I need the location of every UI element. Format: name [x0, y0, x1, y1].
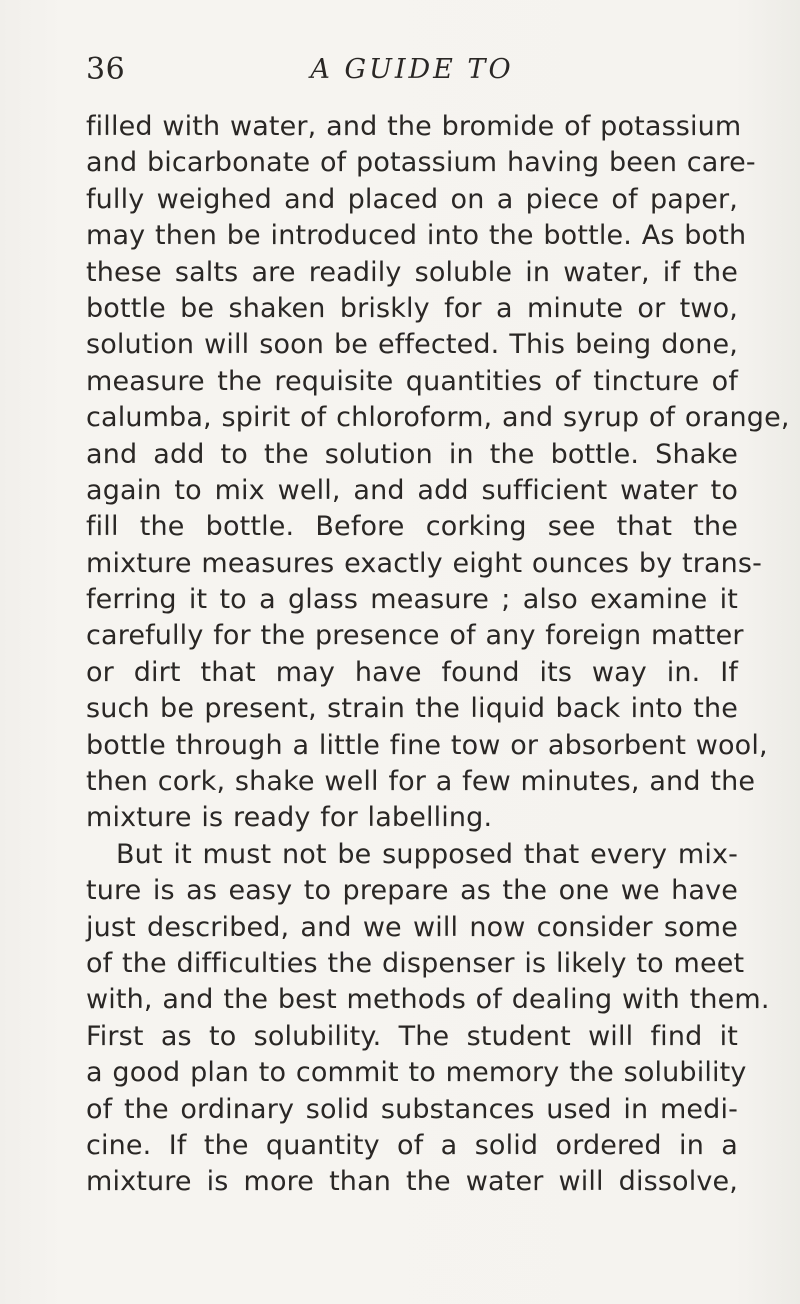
text-line: carefully for the presence of any foreign matter	[86, 620, 744, 652]
running-title: A GUIDE TO	[310, 54, 514, 85]
text-line: of the difficulties the dispenser is likely to meet	[86, 947, 745, 979]
text-line: bottle be shaken briskly for a minute or two,	[86, 292, 738, 324]
text-line: of the ordinary solid substances used in medi-	[86, 1093, 738, 1125]
text-line: with, and the best methods of dealing with them.	[86, 984, 770, 1016]
text-line: solution will soon be effected. This being done,	[86, 329, 738, 361]
text-line: may then be introduced into the bottle. As both	[86, 220, 747, 252]
text-line: But it must not be supposed that every mix-	[116, 838, 738, 870]
text-line: fully weighed and placed on a piece of paper,	[86, 183, 738, 215]
text-line: filled with water, and the bromide of potassium	[86, 111, 742, 142]
text-line: First as to solubility. The student will find it	[86, 1020, 738, 1052]
text-line: ferring it to a glass measure ; also examine it	[86, 584, 738, 616]
text-line: again to mix well, and add sufficient water to	[86, 474, 738, 506]
text-line: mixture measures exactly eight ounces by trans-	[86, 547, 763, 579]
text-line: bottle through a little fine tow or absorbent wool,	[86, 729, 768, 761]
text-line: cine. If the quantity of a solid ordered in a	[86, 1129, 738, 1161]
text-line: fill the bottle. Before corking see that the	[86, 511, 738, 543]
page-number: 36	[86, 52, 126, 87]
text-line: a good plan to commit to memory the solubility	[86, 1057, 747, 1089]
text-line: mixture is more than the water will dissolve,	[86, 1166, 738, 1198]
text-line: just described, and we will now consider some	[86, 911, 738, 943]
text-line: ture is as easy to prepare as the one we have	[86, 875, 738, 907]
text-line: these salts are readily soluble in water, if the	[86, 256, 738, 288]
text-line: measure the requisite quantities of tincture of	[86, 365, 738, 397]
running-head	[86, 52, 738, 92]
text-line: such be present, strain the liquid back into the	[86, 693, 738, 725]
text-line: and bicarbonate of potassium having been care-	[86, 147, 756, 179]
text-line: or dirt that may have found its way in. If	[86, 656, 738, 688]
text-line: and add to the solution in the bottle. Shake	[86, 438, 738, 470]
body-text	[86, 109, 790, 1201]
text-line: calumba, spirit of chloroform, and syrup of orange,	[86, 402, 790, 434]
text-line: mixture is ready for labelling.	[86, 802, 493, 834]
text-line: then cork, shake well for a few minutes, and the	[86, 766, 756, 798]
